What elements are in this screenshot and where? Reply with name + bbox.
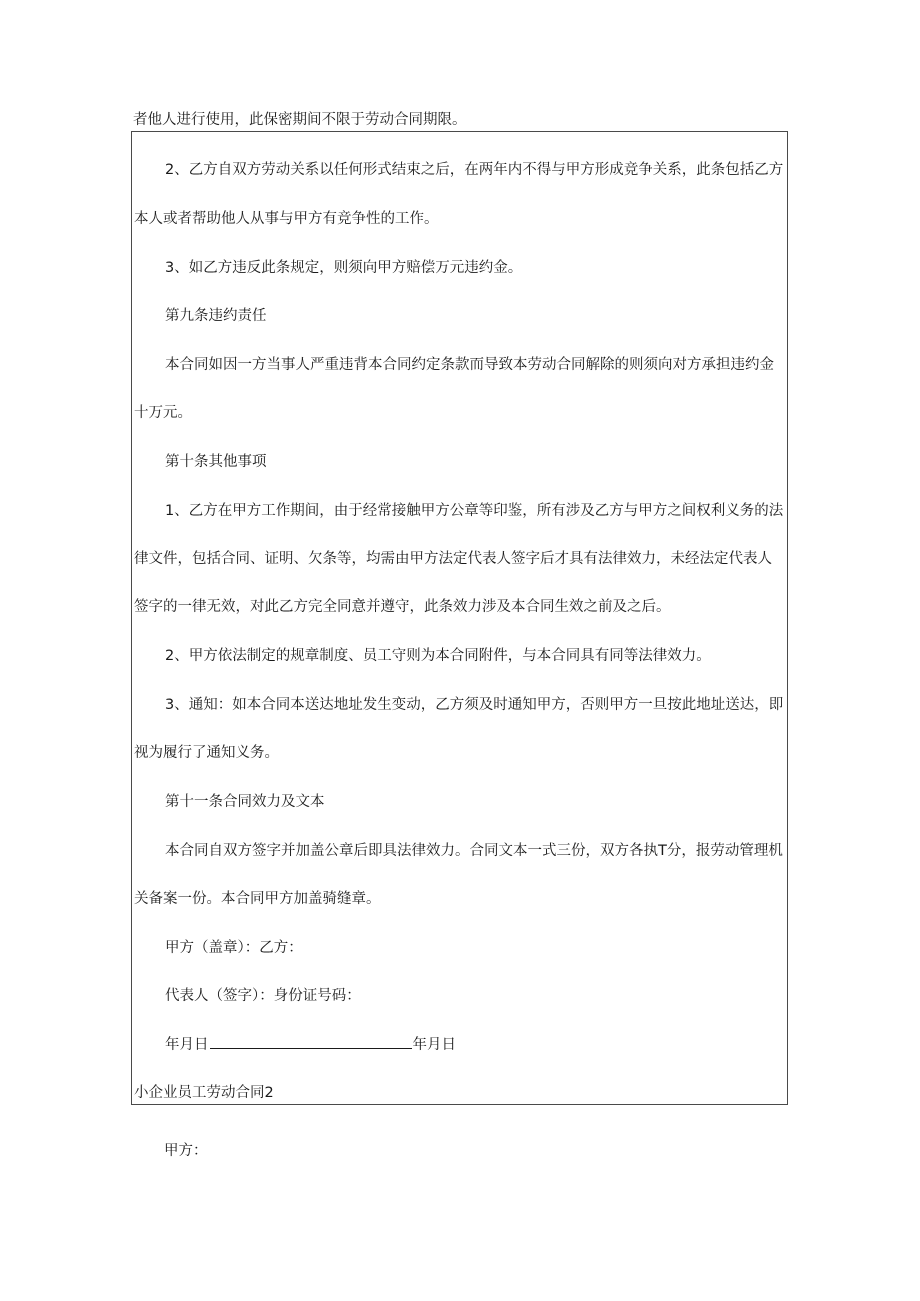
article8-item2-line1: 2、乙方自双方劳动关系以任何形式结束之后，在两年内不得与甲方形成竞争关系，此条包括乙方 [165,162,784,178]
article11-heading: 第十一条合同效力及文本 [165,794,325,810]
date-left: 年月日 [165,1037,209,1053]
article10-item3-line2: 视为履行了通知义务。 [134,745,279,761]
signature-party-a-seal: 甲方（盖章）：乙方： [165,940,303,956]
article9-heading: 第九条违约责任 [165,308,267,324]
article10-item2: 2、甲方依法制定的规章制度、员工守则为本合同附件，与本合同具有同等法律效力。 [165,648,711,664]
footer-title: 小企业员工劳动合同2 [134,1085,274,1101]
article10-heading: 第十条其他事项 [165,454,267,470]
article9-para-line1: 本合同如因一方当事人严重违背本合同约定条款而导致本劳动合同解除的则须向对方承担违约金 [165,357,774,373]
article10-item3-line1: 3、通知：如本合同本送达地址发生变动，乙方须及时通知甲方，否则甲方一旦按此地址送达，即 [165,697,784,713]
continuation-text: 者他人进行使用，此保密期间不限于劳动合同期限。 [133,112,467,128]
article8-item3: 3、如乙方违反此条规定，则须向甲方赔偿万元违约金。 [165,260,523,276]
article8-item2-line2: 本人或者帮助他人从事与甲方有竞争性的工作。 [134,211,439,227]
signature-representative: 代表人（签字）：身份证号码： [165,988,361,1004]
article10-item1-line2: 律文件，包括合同、证明、欠条等，均需由甲方法定代表人签字后才具有法律效力，未经法定代表人 [134,551,772,567]
article10-item1-line3: 签字的一律无效，对此乙方完全同意并遵守，此条效力涉及本合同生效之前及之后。 [134,599,671,615]
article11-para-line2: 关备案一份。本合同甲方加盖骑缝章。 [134,891,381,907]
article11-para-line1: 本合同自双方签字并加盖公章后即具法律效力。合同文本一式三份，双方各执T分，报劳动管理机 [165,843,783,859]
article10-item1-line1: 1、乙方在甲方工作期间，由于经常接触甲方公章等印鉴，所有涉及乙方与甲方之间权利义务的法 [165,503,784,519]
date-right: 年月日 [412,1037,456,1053]
after-box-text: 甲方： [164,1143,208,1159]
signature-date-row [165,1033,456,1057]
article9-para-line2: 十万元。 [134,405,192,421]
contract-text-box [131,131,788,1105]
signature-blank-line [210,1034,412,1049]
